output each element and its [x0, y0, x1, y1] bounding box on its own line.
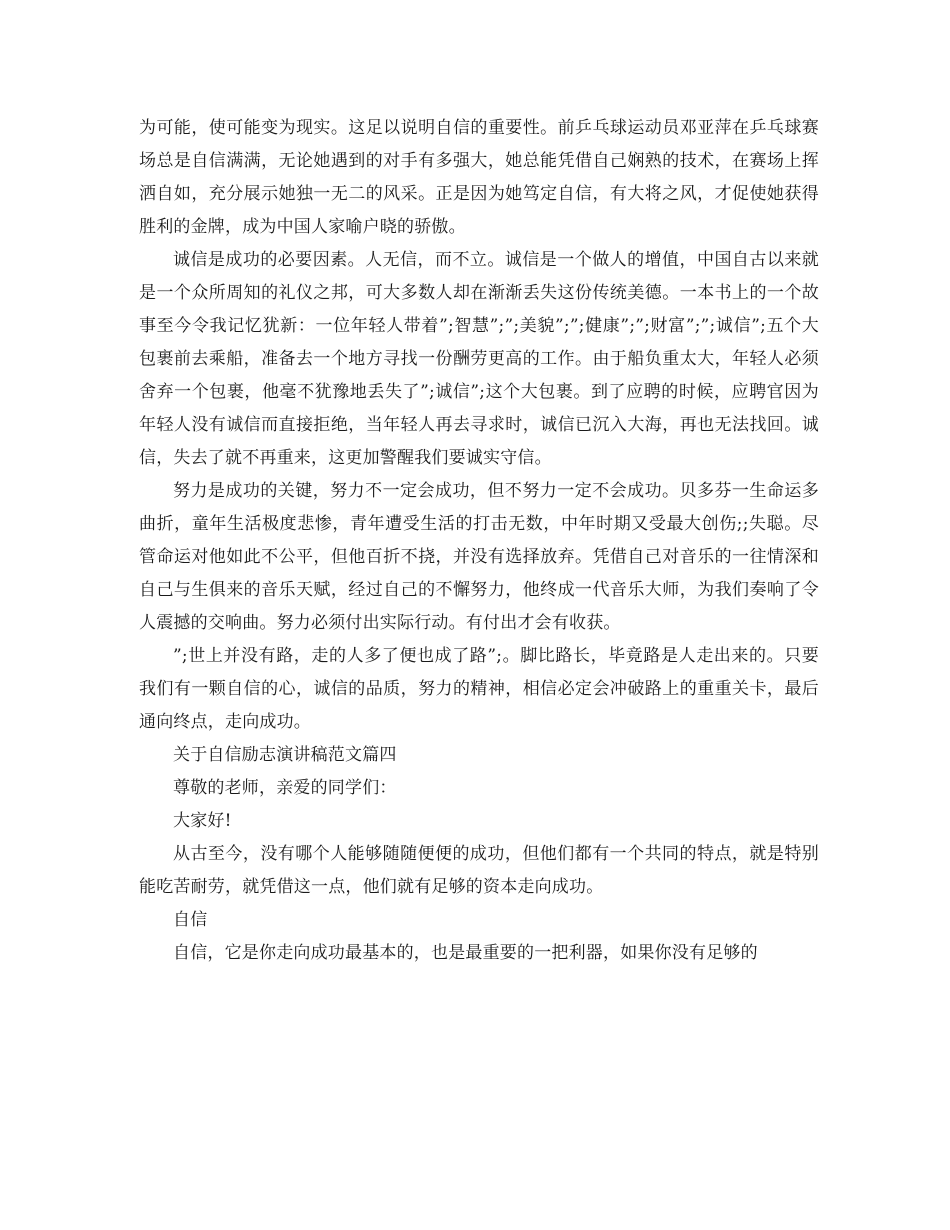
paragraph-continuation: 为可能，使可能变为现实。这足以说明自信的重要性。前乒乓球运动员邓亚萍在乒乓球赛场总是自信满满，无论她遇到的对手有多强大，她总能凭借自己娴熟的技术，在赛场上挥洒自如，充分展示她独一无二的风采。正是因为她笃定自信，有大将之风，才促使她获得胜利的金牌，成为中国人家喻户晓的骄傲。 [139, 118, 819, 237]
paragraph-effort: 努力是成功的关键，努力不一定会成功，但不努力一定不会成功。贝多芬一生命运多曲折，童年生活极度悲惨，青年遭受生活的打击无数，中年时期又受最大创伤;;失聪。尽管命运对他如此不公平，但他百折不挠，并没有选择放弃。凭借自己对音乐的一往情深和自己与生俱来的音乐天赋，经过自己的不懈努力，他终成一代音乐大师，为我们奏响了令人震撼的交响曲。努力必须付出实际行动。有付出才会有收获。 [139, 481, 819, 633]
subheading-confidence: 自信 [173, 910, 208, 930]
salutation: 尊敬的老师，亲爱的同学们： [173, 778, 397, 798]
document-page [139, 112, 819, 970]
paragraph-integrity: 诚信是成功的必要因素。人无信，而不立。诚信是一个做人的增值，中国自古以来就是一个众所周知的礼仪之邦，可大多数人却在渐渐丢失这份传统美德。一本书上的一个故事至今令我记忆犹新：一位年轻人带着”;智慧”;”;美貌”;”;健康”;”;财富”;”;诚信”;五个大包裹前去乘船，准备去一个地方寻找一份酬劳更高的工作。由于船负重太大，年轻人必须舍弃一个包裹，他毫不犹豫地丢失了”;诚信”;这个大包裹。到了应聘的时候，应聘官因为年轻人没有诚信而直接拒绝，当年轻人再去寻求时，诚信已沉入大海，再也无法找回。诚信，失去了就不再重来，这更加警醒我们要诚实守信。 [139, 250, 819, 468]
paragraph-conclusion: ”;世上并没有路，走的人多了便也成了路”;。脚比路长，毕竟路是人走出来的。只要我们有一颗自信的心，诚信的品质，努力的精神，相信必定会冲破路上的重重关卡，最后通向终点，走向成功。 [139, 646, 819, 732]
greeting: 大家好! [173, 811, 232, 831]
section-heading: 关于自信励志演讲稿范文篇四 [173, 745, 397, 765]
paragraph-confidence-start: 自信，它是你走向成功最基本的，也是最重要的一把利器，如果你没有足够的 [173, 943, 758, 963]
paragraph-intro: 从古至今，没有哪个人能够随随便便的成功，但他们都有一个共同的特点，就是特别能吃苦耐劳，就凭借这一点，他们就有足够的资本走向成功。 [139, 844, 819, 897]
